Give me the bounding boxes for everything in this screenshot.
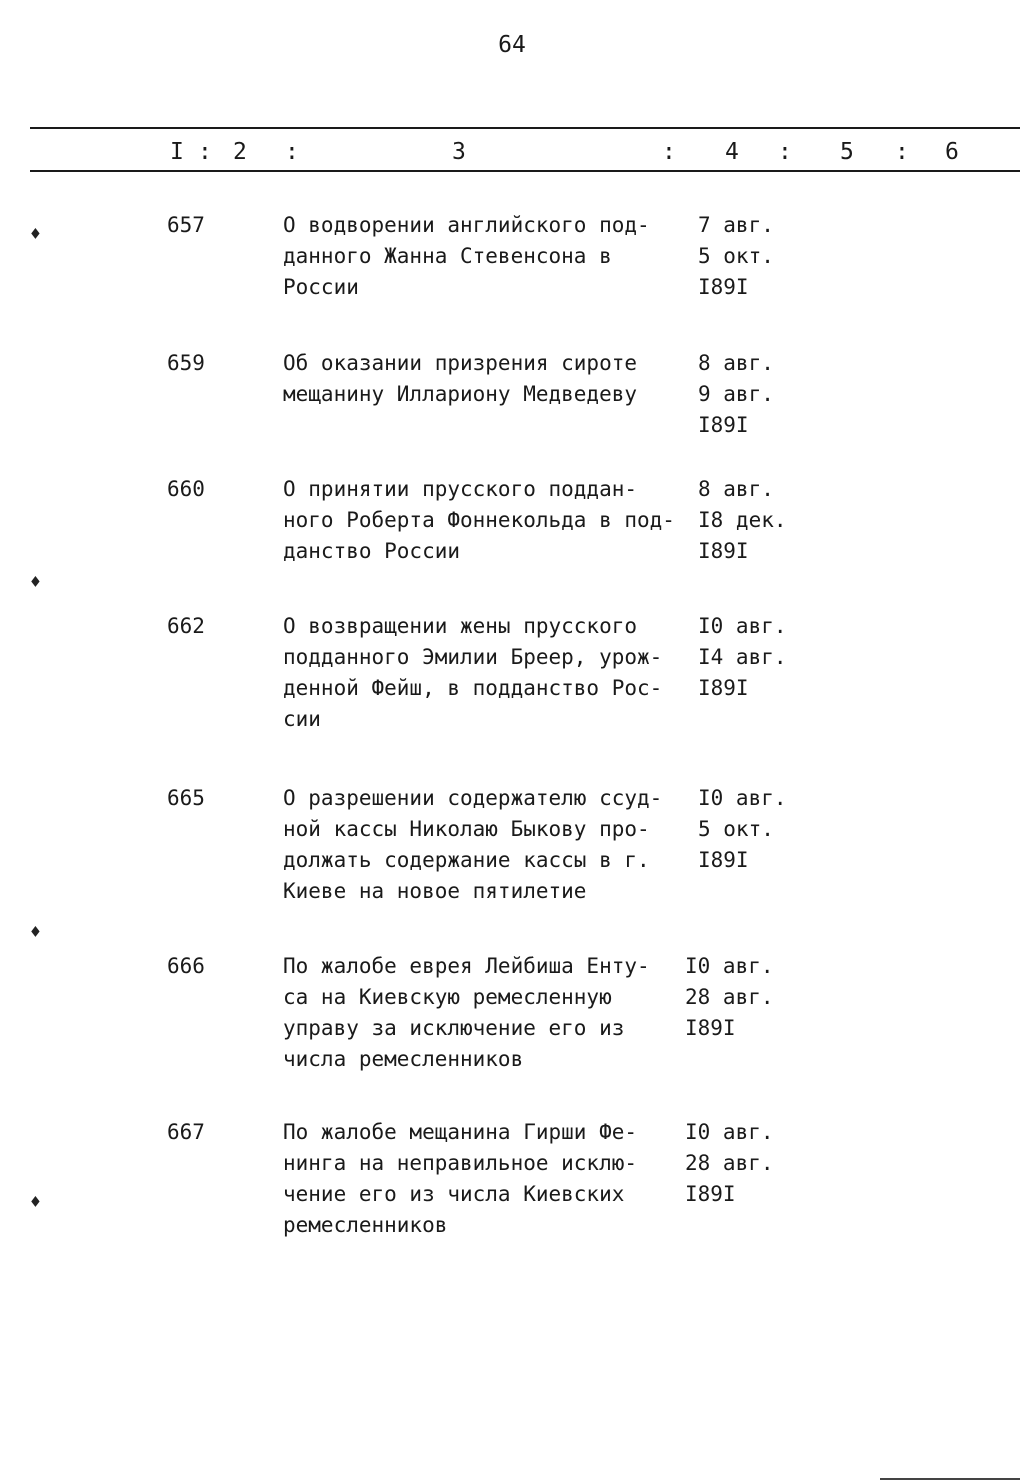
binding-hole-mark: ♦	[30, 572, 41, 593]
record-title-line: подданного Эмилии Бреер, урож-	[283, 645, 663, 669]
column-separator: :	[198, 139, 212, 165]
record-title-line: ного Роберта Фоннекольда в под-	[283, 508, 675, 532]
record-title-line: чение его из числа Киевских	[283, 1182, 625, 1206]
record-date-line: 28 авг.	[685, 1151, 774, 1175]
record-number: 665	[167, 786, 205, 810]
record-title	[283, 951, 683, 1075]
bottom-edge-line	[880, 1478, 1020, 1480]
record-title-line: должать содержание кассы в г.	[283, 848, 650, 872]
record-date-line: 8 авг.	[698, 477, 774, 501]
record-number: 662	[167, 614, 205, 638]
record-title	[283, 210, 683, 303]
record-title	[283, 1117, 683, 1241]
record-date-line: 8 авг.	[698, 351, 774, 375]
column-header-6: 6	[945, 139, 959, 165]
record-title-line: числа ремесленников	[283, 1047, 524, 1071]
record-title-line: О принятии прусского поддан-	[283, 477, 638, 501]
record-date-line: I4 авг.	[698, 645, 787, 669]
record-dates	[685, 1117, 774, 1210]
record-date-line: I89I	[698, 413, 749, 437]
record-date-line: I89I	[685, 1182, 736, 1206]
record-title	[283, 783, 683, 907]
header-rule-bottom	[30, 170, 1020, 172]
column-header-5: 5	[840, 139, 854, 165]
column-separator: :	[895, 139, 909, 165]
record-date-line: I0 авг.	[698, 614, 787, 638]
column-separator: :	[285, 139, 299, 165]
column-separator: :	[662, 139, 676, 165]
record-date-line: I89I	[698, 275, 749, 299]
record-date-line: 9 авг.	[698, 382, 774, 406]
record-title	[283, 611, 683, 735]
record-title-line: О возвращении жены прусского	[283, 614, 638, 638]
record-dates	[698, 611, 787, 704]
record-date-line: I8 дек.	[698, 508, 787, 532]
record-dates	[685, 951, 774, 1044]
binding-hole-mark: ♦	[30, 1192, 41, 1213]
record-title-line: данство России	[283, 539, 461, 563]
record-number: 666	[167, 954, 205, 978]
record-title-line: мещанину Иллариону Медведеву	[283, 382, 638, 406]
record-number: 657	[167, 213, 205, 237]
record-title	[283, 474, 683, 567]
record-date-line: I0 авг.	[685, 954, 774, 978]
record-number: 667	[167, 1120, 205, 1144]
column-header-1: I	[170, 139, 184, 165]
record-dates	[698, 210, 774, 303]
record-title-line: Киеве на новое пятилетие	[283, 879, 587, 903]
record-title-line: О водворении английского под-	[283, 213, 650, 237]
page-number: 64	[498, 32, 526, 58]
record-title-line: сии	[283, 707, 321, 731]
record-title-line: России	[283, 275, 359, 299]
record-dates	[698, 783, 787, 876]
record-date-line: I0 авг.	[685, 1120, 774, 1144]
record-title-line: О разрешении содержателю ссуд-	[283, 786, 663, 810]
record-date-line: 7 авг.	[698, 213, 774, 237]
record-dates	[698, 474, 787, 567]
record-dates	[698, 348, 774, 441]
header-rule-top	[30, 127, 1020, 129]
record-date-line: I89I	[698, 848, 749, 872]
record-title-line: По жалобе еврея Лейбиша Енту-	[283, 954, 650, 978]
column-header-3: 3	[452, 139, 466, 165]
record-title	[283, 348, 683, 410]
record-date-line: I0 авг.	[698, 786, 787, 810]
record-title-line: нинга на неправильное исклю-	[283, 1151, 638, 1175]
record-number: 660	[167, 477, 205, 501]
record-title-line: денной Фейш, в подданство Рос-	[283, 676, 663, 700]
record-title-line: Об оказании призрения сироте	[283, 351, 638, 375]
record-date-line: 5 окт.	[698, 244, 774, 268]
record-title-line: ной кассы Николаю Быкову про-	[283, 817, 650, 841]
record-title-line: са на Киевскую ремесленную	[283, 985, 612, 1009]
binding-hole-mark: ♦	[30, 922, 41, 943]
record-date-line: I89I	[698, 676, 749, 700]
record-title-line: По жалобе мещанина Гирши Фе-	[283, 1120, 638, 1144]
record-date-line: I89I	[685, 1016, 736, 1040]
column-separator: :	[778, 139, 792, 165]
record-title-line: данного Жанна Стевенсона в	[283, 244, 612, 268]
record-date-line: 5 окт.	[698, 817, 774, 841]
column-header-4: 4	[725, 139, 739, 165]
record-title-line: ремесленников	[283, 1213, 448, 1237]
record-date-line: I89I	[698, 539, 749, 563]
column-header-2: 2	[233, 139, 247, 165]
record-title-line: управу за исключение его из	[283, 1016, 625, 1040]
record-date-line: 28 авг.	[685, 985, 774, 1009]
record-number: 659	[167, 351, 205, 375]
binding-hole-mark: ♦	[30, 224, 41, 245]
